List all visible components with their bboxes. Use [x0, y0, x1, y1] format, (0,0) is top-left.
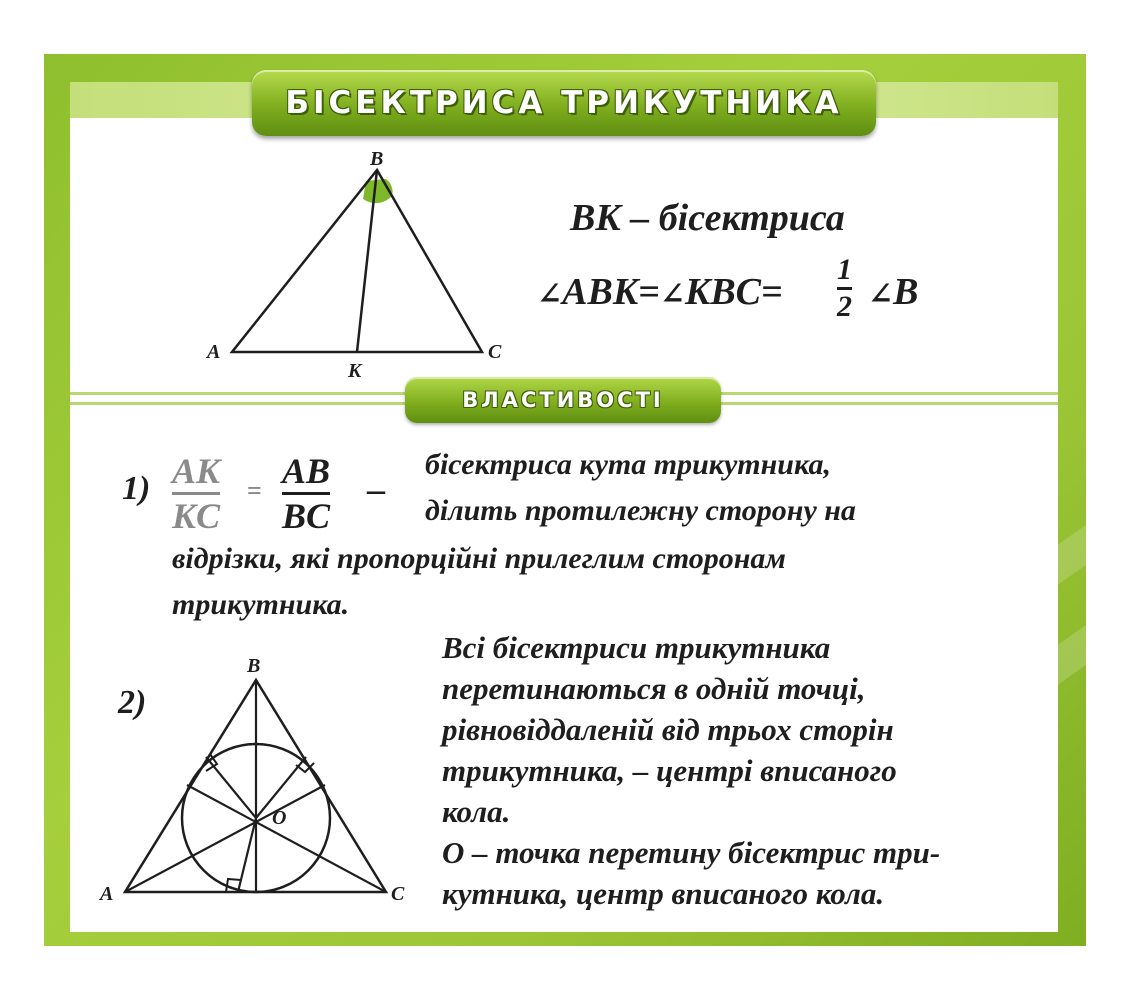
vertex-b-label: B: [370, 148, 384, 170]
center-o-label: O: [272, 807, 287, 829]
half-denominator: 2: [837, 290, 852, 323]
property-2-line-7: кутника, центр вписаного кола.: [442, 876, 885, 911]
vertex-c-label: C: [391, 883, 405, 905]
property-1-line-3: відрізки, які пропорційні прилеглим сторонам: [172, 542, 786, 575]
half-numerator: 1: [837, 253, 852, 286]
angle-icon: ∠: [659, 278, 685, 311]
fraction-denominator: KC: [172, 496, 221, 536]
property-2-number: 2): [118, 684, 147, 721]
bisector-from-c: [187, 785, 386, 892]
definition-text: BK – бісектриса: [570, 197, 845, 239]
property-2-line-4: трикутника, – центрі вписаного: [442, 753, 897, 788]
property-1-line-2: ділить протилежну сторону на: [425, 494, 856, 527]
angle-abk: ABK=: [562, 271, 660, 313]
property-1-number: 1): [122, 470, 151, 507]
point-k-label: K: [348, 360, 362, 382]
section-title: ВЛАСТИВОСТІ: [462, 388, 664, 412]
fraction-denominator: BC: [282, 496, 331, 536]
angle-kbc: KBC=: [684, 271, 783, 313]
property-2-line-1: Всі бісектриси трикутника: [442, 630, 831, 665]
vertex-a-label: A: [207, 341, 221, 363]
vertex-a-label: A: [100, 883, 114, 905]
bisector-from-a: [125, 785, 325, 892]
fraction-numerator: AB: [282, 451, 331, 491]
property-2-line-5: кола.: [442, 794, 511, 829]
angle-icon: ∠: [868, 278, 894, 311]
fraction-numerator: AK: [172, 451, 221, 491]
angle-b-label: B: [893, 271, 919, 313]
vertex-c-label: C: [488, 341, 502, 363]
property-1-line-4: трикутника.: [172, 588, 350, 621]
vertex-b-label: B: [247, 655, 261, 677]
angle-icon: ∠: [537, 278, 563, 311]
page-title: БІСЕКТРИСА ТРИКУТНИКА: [285, 85, 843, 121]
property-1-line-1: бісектриса кута трикутника,: [425, 448, 831, 481]
equals-sign: =: [247, 476, 262, 505]
property-2-line-3: рівновіддаленій від трьох сторін: [442, 712, 894, 747]
property-2-line-2: перетинаються в одній точці,: [442, 671, 866, 706]
dash: –: [367, 469, 385, 509]
property-2-line-6: O – точка перетину бісектрис три-: [442, 835, 941, 870]
